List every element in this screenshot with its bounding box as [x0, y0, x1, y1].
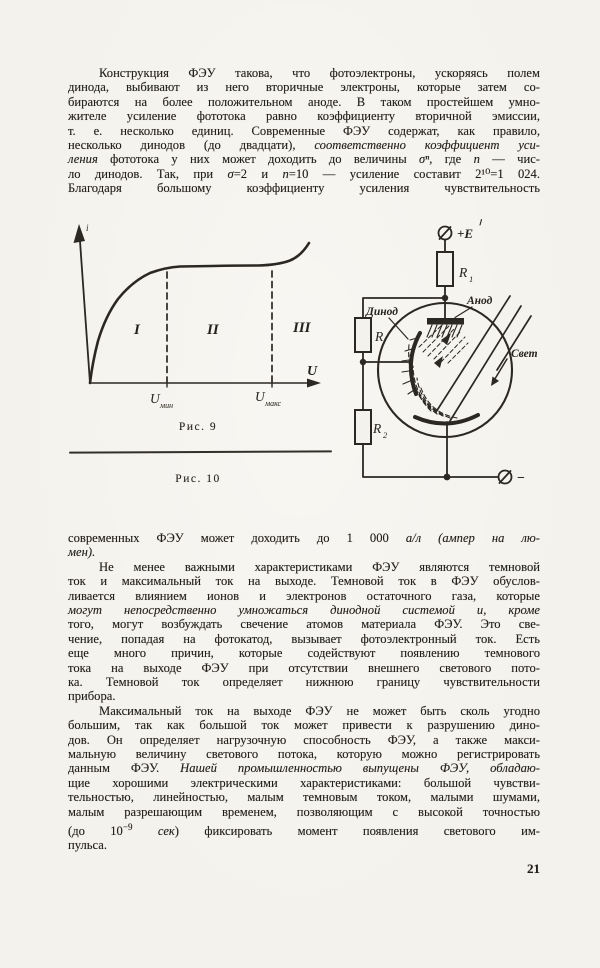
- text-line: жителе усиление фототока равно коэффициенту вторичной эмиссии,: [68, 109, 540, 124]
- figure-9-sensitivity-curve: [62, 216, 334, 416]
- figure-9-caption: Рис. 9: [178, 421, 218, 433]
- dynode-label: Динод: [366, 306, 398, 318]
- text-line: могут непосредственно умножаться динодной системой и, кроме: [68, 603, 540, 618]
- junction-dot: [360, 359, 366, 365]
- resistor-r-label: R: [375, 329, 384, 344]
- text-line: дов. Он определяет нагрузочную способность ФЭУ, а также макси-: [68, 732, 540, 747]
- u-max-tick-sub: макс: [265, 399, 282, 408]
- text-line: ток и максимальный ток на выходе. Темновой ток в ФЭУ обуслов-: [68, 574, 540, 589]
- figure-10-caption: Рис. 10: [175, 473, 221, 485]
- text-line: бираются на более положительном аноде. В таком простейшем умно-: [68, 94, 540, 109]
- prime-mark: [480, 220, 482, 226]
- text-line: тельностью, линейностью, малым темновым током, малыми шумами,: [68, 790, 540, 805]
- text-line: т. е. несколько единиц. Современные ФЭУ содержат, как правило,: [68, 123, 540, 138]
- text-line: ка. Темновой ток определяет нижнюю границу чувствительности: [68, 675, 540, 690]
- resistor-r: [355, 318, 371, 352]
- text-line: ло динодов. Так, при σ=2 и n=10 — усиление составит 2¹⁰=1 024.: [68, 166, 541, 181]
- text-line: Максимальный ток на выходе ФЭУ не может быть сколь угодно: [99, 703, 540, 718]
- paragraph-sensitivity-continuation: [68, 531, 540, 560]
- light-label: Свет: [511, 348, 538, 360]
- page-number: 21: [527, 861, 540, 876]
- anode-pointer: [455, 307, 472, 318]
- resistor-r2-sub: 2: [383, 430, 388, 440]
- region-label-1: I: [134, 322, 140, 338]
- paragraph-construction: [68, 66, 540, 196]
- sensitivity-curve: [90, 243, 309, 383]
- x-axis-arrow-icon: [307, 379, 321, 388]
- anode-label: Анод: [467, 295, 493, 307]
- text-line: мальную величину светового потока, которую можно регистрировать: [68, 747, 540, 762]
- resistor-r1: [437, 252, 453, 286]
- y-axis-arrow-icon: [74, 224, 86, 243]
- region-label-3: III: [293, 320, 311, 336]
- junction-dot: [444, 474, 451, 481]
- text-line: Конструкция ФЭУ такова, что фотоэлектроны, ускоряясь полем: [99, 66, 540, 80]
- region-label-2: II: [207, 322, 219, 338]
- text-line: (до $10^{-9}$ сек) фиксировать момент появления светового им-: [68, 821, 540, 839]
- text-line: малым разрешающим временем, позволяющим с высокой точностью: [68, 804, 540, 819]
- resistor-r2-label: R: [373, 421, 382, 436]
- text-line: мен).: [68, 545, 96, 560]
- separator-line: [69, 450, 332, 453]
- text-line: того, могут возбуждать свечение атомов материала ФЭУ. Это све-: [68, 617, 540, 632]
- electron-trajectories: [409, 344, 457, 418]
- y-axis-label: i: [86, 223, 89, 233]
- terminal-top-label: +E: [457, 226, 474, 241]
- text-line: динода, выбивают из него вторичные электроны, которые затем со-: [68, 80, 540, 95]
- anode-electrode: [427, 318, 464, 325]
- x-axis-label: U: [307, 364, 318, 379]
- paragraph-max-current: [68, 704, 540, 853]
- resistor-r1-label: R: [459, 265, 468, 280]
- text-line: Не менее важными характеристиками ФЭУ являются темновой: [99, 559, 540, 574]
- text-line: прибора.: [68, 689, 116, 704]
- text-line: ливается влиянием ионов и электронов остаточного газа, которые: [68, 588, 540, 603]
- u-min-tick: U: [150, 391, 160, 406]
- text-line: большим, так как большой ток может привести к разрушению дино-: [68, 718, 540, 733]
- terminal-bottom-label: −: [517, 471, 525, 486]
- text-line: современных ФЭУ может доходить до 1 000 а/л (ампер на лю-: [68, 531, 540, 545]
- paragraph-dark-current: [68, 560, 540, 704]
- resistor-r2: [355, 410, 371, 444]
- text-line: тока на выходе ФЭУ при отсутствии внешнего светового пото-: [68, 660, 540, 675]
- text-line: еще много причин, которые содействуют появлению темнового: [68, 646, 540, 661]
- text-line: Благодаря большому коэффициенту усиления чувствительность: [68, 181, 540, 196]
- text-line: чение, попадая на фотокатод, вызывает фотоэлектронный ток. Есть: [68, 631, 540, 646]
- junction-dot: [442, 295, 448, 301]
- figure-10-pmt-circuit: [333, 216, 595, 516]
- electron-paths-hatch: [419, 324, 468, 363]
- u-max-tick: U: [255, 389, 265, 404]
- resistor-r1-sub: 1: [469, 274, 474, 284]
- text-line: несколько динодов (до двадцати), соответственно коэффициент уси-: [68, 138, 540, 153]
- u-min-tick-sub: мин: [160, 401, 174, 410]
- text-line: ления фототока у них может доходить до величины σⁿ, где n — чис-: [68, 152, 540, 167]
- text-line: пульса.: [68, 838, 107, 853]
- text-line: щие хорошими электрическими характеристиками: большой чувстви-: [68, 775, 540, 790]
- y-axis: [80, 234, 91, 383]
- text-line: данным ФЭУ. Нашей промышленностью выпущены ФЭУ, обладаю-: [68, 761, 541, 776]
